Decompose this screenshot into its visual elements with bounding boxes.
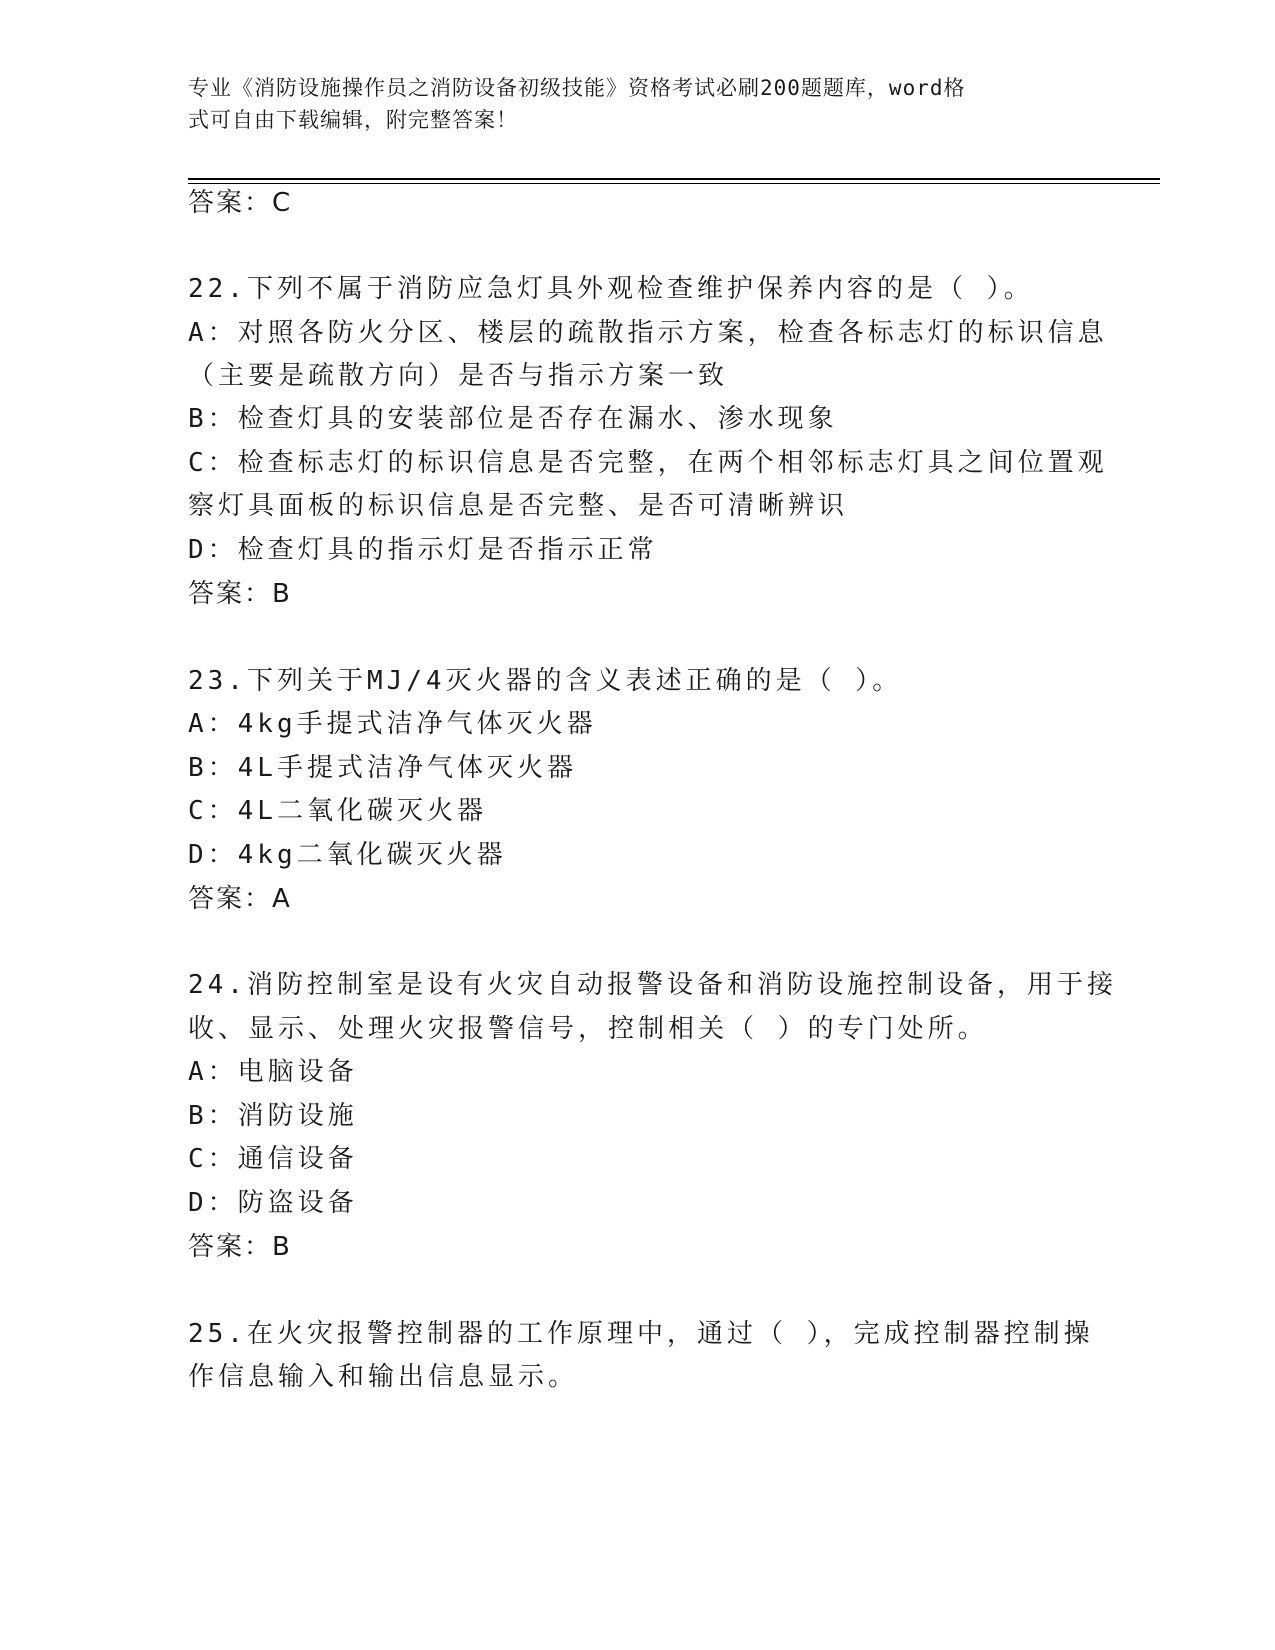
answer-label: 答案： xyxy=(188,188,273,218)
question-24-text-cont: 收、显示、处理火灾报警信号，控制相关（ ）的专门处所。 xyxy=(188,1014,988,1044)
header-divider-thick xyxy=(188,178,1160,180)
answer-label: 答案： xyxy=(188,884,273,914)
question-25-text-cont: 作信息输入和输出信息显示。 xyxy=(188,1362,579,1392)
answer-value: B xyxy=(272,579,291,609)
question-22-option-c: C：检查标志灯的标识信息是否完整，在两个相邻标志灯具之间位置观 xyxy=(188,448,1108,478)
document-header xyxy=(188,72,1068,136)
question-22-text: 22.下列不属于消防应急灯具外观检查维护保养内容的是（ ）。 xyxy=(188,274,1034,304)
question-23-text: 23.下列关于MJ/4灭火器的含义表述正确的是（ ）。 xyxy=(188,666,903,696)
answer-label: 答案： xyxy=(188,1232,273,1262)
answer-label: 答案： xyxy=(188,579,273,609)
answer-value: B xyxy=(272,1232,291,1262)
header-divider-thin xyxy=(188,183,1160,184)
question-24-option-c: C：通信设备 xyxy=(188,1144,358,1174)
question-22-option-b: B：检查灯具的安装部位是否存在漏水、渗水现象 xyxy=(188,404,838,434)
question-24-option-a: A：电脑设备 xyxy=(188,1057,358,1087)
answer-value: C xyxy=(272,188,292,218)
question-24-option-d: D：防盗设备 xyxy=(188,1188,358,1218)
question-23-option-a: A：4kg手提式洁净气体灭火器 xyxy=(188,709,597,739)
question-23-option-c: C：4L二氧化碳灭火器 xyxy=(188,796,487,826)
answer-value: A xyxy=(272,884,291,914)
question-23-option-d: D：4kg二氧化碳灭火器 xyxy=(188,840,507,870)
header-line-2: 式可自由下载编辑，附完整答案！ xyxy=(188,108,518,132)
answer-q24 xyxy=(188,1230,291,1264)
question-24-option-b: B：消防设施 xyxy=(188,1101,358,1131)
question-22-option-a-cont: （主要是疏散方向）是否与指示方案一致 xyxy=(188,361,729,391)
question-22-option-a: A：对照各防火分区、楼层的疏散指示方案，检查各标志灯的标识信息 xyxy=(188,318,1108,348)
answer-q23 xyxy=(188,882,291,916)
answer-q21 xyxy=(188,186,291,220)
header-line-1: 专业《消防设施操作员之消防设备初级技能》资格考试必刷200题题库，word格 xyxy=(188,76,966,100)
answer-q22 xyxy=(188,577,291,611)
question-24-text: 24.消防控制室是设有火灾自动报警设备和消防设施控制设备，用于接 xyxy=(188,970,1117,1000)
question-25-text: 25.在火灾报警控制器的工作原理中，通过（ ），完成控制器控制操 xyxy=(188,1319,1094,1349)
question-22-option-c-cont: 察灯具面板的标识信息是否完整、是否可清晰辨识 xyxy=(188,491,849,521)
question-22-option-d: D：检查灯具的指示灯是否指示正常 xyxy=(188,535,658,565)
question-23-option-b: B：4L手提式洁净气体灭火器 xyxy=(188,753,577,783)
